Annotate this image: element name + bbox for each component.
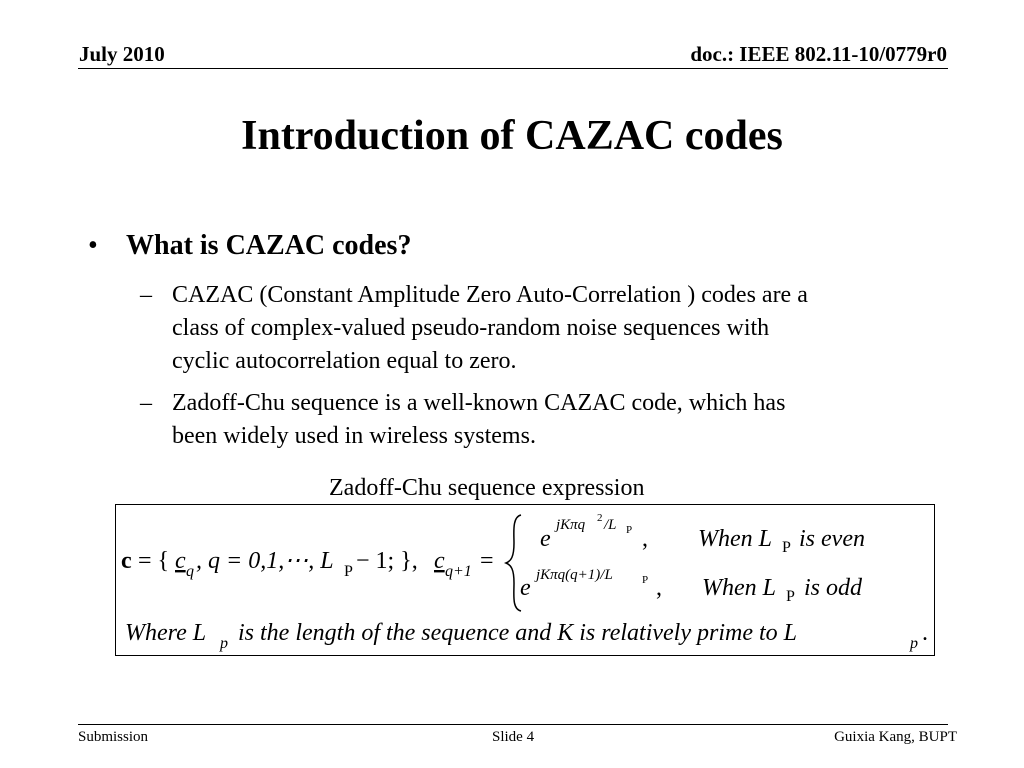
bullet-text: What is CAZAC codes?: [126, 230, 412, 261]
formula-c-next: c: [434, 548, 445, 574]
formula-even-comma: ,: [642, 526, 648, 552]
footer-submission: Submission: [78, 729, 149, 745]
text-line: been widely used in wireless systems.: [172, 423, 536, 449]
formula-even-exponent-square: 2: [597, 512, 603, 524]
formula-L-subscript: P: [344, 563, 353, 580]
formula-odd-when: When L: [702, 575, 776, 601]
footer-author: Guixia Kang, BUPT: [834, 729, 957, 745]
formula-odd-exponent: jKπq(q+1)/L: [536, 567, 613, 583]
bullet-marker: •: [88, 230, 98, 261]
dash-marker: –: [140, 282, 152, 308]
formula-equals: =: [480, 548, 494, 574]
formula-set-open: = {: [138, 548, 170, 574]
formula-cq-subscript: q: [186, 563, 194, 580]
formula-odd-exponent-L-subscript: P: [642, 574, 649, 586]
text-line: CAZAC (Constant Amplitude Zero Auto-Correlation ) codes are a: [172, 282, 808, 308]
formula-note-end-subscript: p: [910, 635, 918, 652]
formula-note-Lp-subscript: p: [220, 635, 228, 652]
formula-even-exponent: jKπq: [556, 517, 586, 533]
formula-odd-condition: is odd: [804, 575, 863, 601]
formula-note-start: Where L: [125, 620, 207, 646]
header-document-id: doc.: IEEE 802.11-10/0779r0: [690, 42, 947, 66]
text-line: class of complex-valued pseudo-random noise sequences with: [172, 315, 770, 341]
formula-c-next-subscript: q+1: [445, 563, 472, 580]
formula-odd-when-subscript: P: [786, 588, 795, 605]
footer-slide-number: Slide 4: [492, 729, 535, 745]
text-line: Zadoff-Chu sequence is a well-known CAZAC code, which has: [172, 390, 786, 416]
formula-set-body: , q = 0,1,⋯, L: [196, 548, 334, 574]
formula-even-exponent-div: /L: [604, 517, 617, 533]
formula-brace: [506, 515, 521, 611]
text-line: cyclic autocorrelation equal to zero.: [172, 348, 517, 374]
footer-divider: [78, 724, 948, 725]
formula-note-period: .: [922, 620, 928, 646]
header-date: July 2010: [79, 42, 165, 66]
formula-box: [115, 504, 935, 656]
zadoff-chu-formula: [116, 505, 934, 655]
formula-cq: c: [175, 548, 186, 574]
dash-marker: –: [140, 390, 152, 416]
formula-even-when-subscript: P: [782, 539, 791, 556]
formula-odd-comma: ,: [656, 575, 662, 601]
header-divider: [78, 68, 948, 69]
formula-even-when: When L: [698, 526, 772, 552]
formula-even-exponent-L-subscript: P: [626, 524, 633, 536]
formula-note-body: is the length of the sequence and K is relatively prime to L: [238, 620, 798, 646]
formula-caption: Zadoff-Chu sequence expression: [329, 475, 645, 501]
formula-vector-c: c: [121, 548, 132, 574]
formula-even-condition: is even: [799, 526, 865, 552]
slide-title: Introduction of CAZAC codes: [241, 113, 783, 159]
formula-set-end: − 1; },: [356, 548, 418, 574]
sub-bullet-text: [172, 387, 952, 453]
formula-odd-base: e: [520, 575, 531, 601]
formula-even-base: e: [540, 526, 551, 552]
sub-bullet-text: [172, 279, 952, 378]
